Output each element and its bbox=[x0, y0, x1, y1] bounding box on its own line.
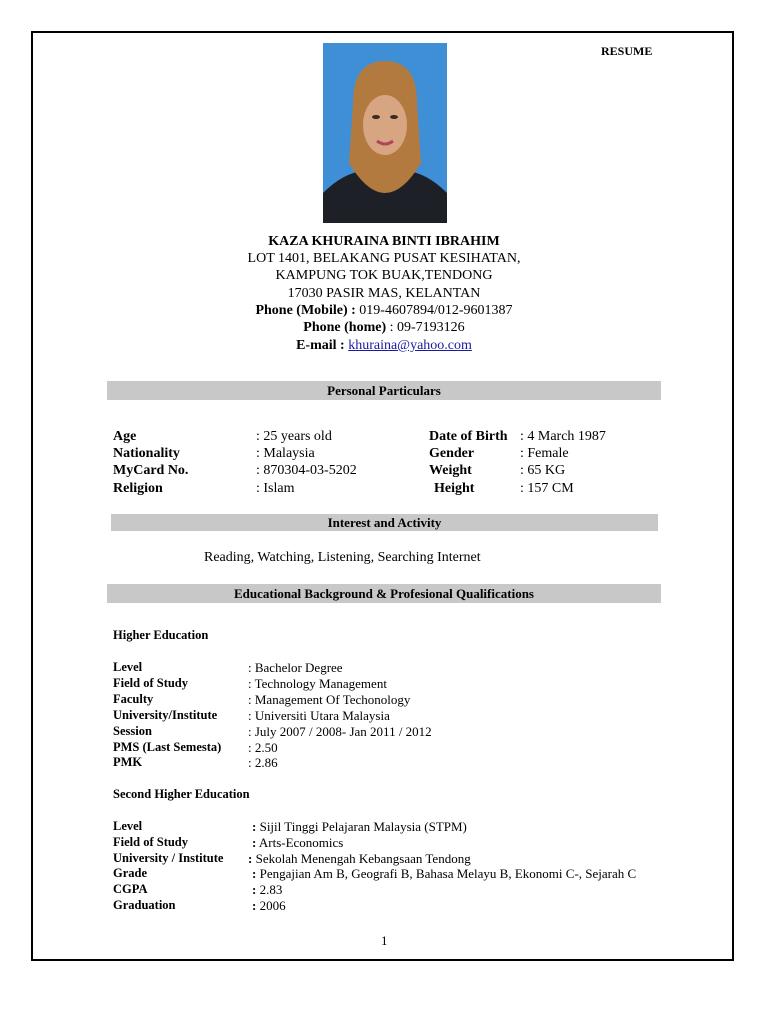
applicant-name: KAZA KHURAINA BINTI IBRAHIM bbox=[268, 234, 500, 249]
second-label: Grade bbox=[113, 866, 148, 880]
personal-label-mycard: MyCard No. bbox=[113, 463, 189, 478]
address-line-2: KAMPUNG TOK BUAK,TENDONG bbox=[275, 268, 493, 283]
higher-label: Field of Study bbox=[113, 676, 189, 690]
second-value-text: Sijil Tinggi Pelajaran Malaysia (STPM) bbox=[256, 819, 467, 834]
higher-label: Faculty bbox=[113, 692, 154, 706]
phone-home bbox=[0, 319, 768, 336]
second-label: Graduation bbox=[113, 898, 176, 912]
higher-value: : Technology Management bbox=[248, 676, 387, 691]
phone-mobile-label: Phone (Mobile) : bbox=[255, 303, 356, 318]
higher-value: : Management Of Techonology bbox=[248, 692, 411, 707]
second-value bbox=[252, 835, 343, 851]
higher-value: : Universiti Utara Malaysia bbox=[248, 708, 390, 723]
personal-label-height: Height bbox=[434, 481, 475, 496]
personal-label-age: Age bbox=[113, 429, 137, 444]
email-link[interactable]: khuraina@yahoo.com bbox=[348, 338, 472, 353]
personal-label-dob: Date of Birth bbox=[429, 429, 508, 444]
second-value-text: Arts-Economics bbox=[256, 835, 344, 850]
higher-label: PMK bbox=[113, 755, 143, 769]
second-value-text: Sekolah Menengah Kebangsaan Tendong bbox=[252, 851, 471, 866]
higher-value: : July 2007 / 2008- Jan 2011 / 2012 bbox=[248, 724, 432, 739]
personal-value-nationality: : Malaysia bbox=[256, 446, 315, 461]
phone-home-label: Phone (home) bbox=[303, 320, 387, 335]
page-number: 1 bbox=[381, 933, 388, 948]
second-colon: : bbox=[248, 851, 253, 866]
second-value bbox=[252, 819, 467, 835]
personal-value-height: : 157 CM bbox=[520, 481, 574, 496]
second-value bbox=[248, 851, 471, 867]
second-colon: : bbox=[252, 882, 257, 897]
higher-label: Level bbox=[113, 660, 143, 674]
personal-label-weight: Weight bbox=[429, 463, 472, 478]
second-colon: : bbox=[252, 835, 257, 850]
personal-value-gender: : Female bbox=[520, 446, 569, 461]
personal-label-religion: Religion bbox=[113, 481, 163, 496]
resume-label: RESUME bbox=[601, 44, 653, 58]
phone-home-value: : 09-7193126 bbox=[389, 320, 465, 335]
higher-value: : Bachelor Degree bbox=[248, 660, 343, 675]
personal-value-age: : 25 years old bbox=[256, 429, 332, 444]
higher-value: : 2.50 bbox=[248, 740, 278, 755]
profile-photo bbox=[323, 43, 447, 223]
section-interest-activity: Interest and Activity bbox=[111, 514, 658, 531]
second-value bbox=[252, 866, 636, 882]
second-colon: : bbox=[252, 866, 257, 881]
email bbox=[0, 337, 768, 354]
interest-text: Reading, Watching, Listening, Searching Internet bbox=[204, 550, 481, 565]
personal-label-nationality: Nationality bbox=[113, 446, 180, 461]
second-label: Field of Study bbox=[113, 835, 189, 849]
personal-value-mycard: : 870304-03-5202 bbox=[256, 463, 357, 478]
second-value bbox=[252, 882, 282, 898]
higher-education-heading: Higher Education bbox=[113, 628, 209, 642]
second-colon: : bbox=[252, 819, 257, 834]
second-label: University / Institute bbox=[113, 851, 224, 865]
second-value-text: 2.83 bbox=[256, 882, 283, 897]
personal-value-religion: : Islam bbox=[256, 481, 295, 496]
personal-label-gender: Gender bbox=[429, 446, 475, 461]
second-value-text: 2006 bbox=[256, 898, 286, 913]
second-label: Level bbox=[113, 819, 143, 833]
higher-label: Session bbox=[113, 724, 152, 738]
second-value bbox=[252, 898, 286, 914]
section-personal-particulars: Personal Particulars bbox=[107, 381, 661, 400]
higher-label: University/Institute bbox=[113, 708, 218, 722]
address-line-3: 17030 PASIR MAS, KELANTAN bbox=[287, 286, 481, 301]
email-label: E-mail : bbox=[296, 338, 345, 353]
second-label: CGPA bbox=[113, 882, 148, 896]
personal-value-weight: : 65 KG bbox=[520, 463, 566, 478]
section-education: Educational Background & Profesional Qualifications bbox=[107, 584, 661, 603]
second-education-heading: Second Higher Education bbox=[113, 787, 250, 801]
personal-value-dob: : 4 March 1987 bbox=[520, 429, 606, 444]
phone-mobile-value: 019-4607894/012-9601387 bbox=[359, 303, 513, 318]
address-line-1: LOT 1401, BELAKANG PUSAT KESIHATAN, bbox=[247, 251, 521, 266]
phone-mobile bbox=[0, 302, 768, 319]
higher-label: PMS (Last Semesta) bbox=[113, 740, 222, 754]
higher-value: : 2.86 bbox=[248, 755, 278, 770]
second-colon: : bbox=[252, 898, 257, 913]
second-value-text: Pengajian Am B, Geografi B, Bahasa Melayu B, Ekonomi C-, Sejarah C bbox=[256, 866, 637, 881]
